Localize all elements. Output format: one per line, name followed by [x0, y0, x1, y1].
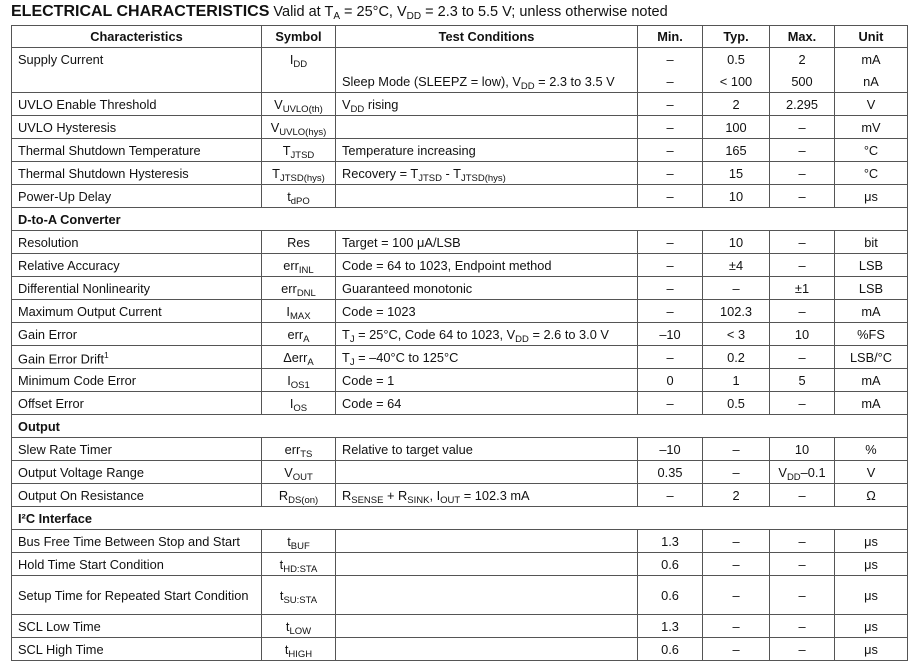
min-cell: –: [638, 139, 703, 162]
test-condition-cell: [336, 553, 638, 576]
unit-cell: mA: [835, 48, 908, 71]
min-cell: –: [638, 70, 703, 93]
characteristic-cell: [12, 576, 262, 615]
typ-cell: 10: [703, 231, 770, 254]
unit-cell: μs: [835, 615, 908, 638]
typ-cell: 102.3: [703, 300, 770, 323]
symbol-cell: $t_{SU:STA}$: [262, 576, 336, 615]
characteristic-name: SCL Low Time: [18, 618, 101, 634]
min-cell: –: [638, 254, 703, 277]
table-row: [12, 615, 908, 638]
characteristic-name: Differential Nonlinearity: [18, 280, 151, 296]
unit-cell: nA: [835, 70, 908, 93]
min-cell: 0.6: [638, 576, 703, 615]
max-cell: –: [770, 530, 835, 553]
characteristic-name: Slew Rate Timer: [18, 441, 112, 457]
typ-cell: –: [703, 576, 770, 615]
characteristic-name: Output On Resistance: [18, 487, 144, 503]
col-symbol-header: Symbol: [262, 26, 336, 48]
typ-cell: –: [703, 553, 770, 576]
table-row: [12, 484, 908, 507]
max-cell: 2.295: [770, 93, 835, 116]
min-cell: 0.35: [638, 461, 703, 484]
test-condition-cell: Code = 1: [336, 369, 638, 392]
section-heading: D-to-A Converter: [12, 208, 908, 231]
max-cell: –: [770, 576, 835, 615]
symbol-cell: $V_{UVLO(hys)}$: [262, 116, 336, 139]
test-condition-cell: [336, 461, 638, 484]
symbol-cell: $t_{BUF}$: [262, 530, 336, 553]
test-condition-cell: [336, 638, 638, 661]
test-condition-cell: $T_J = 25^\circ C$, Code 64 to 1023, $V_{DD} = 2.6$ to 3.0 V: [336, 323, 638, 346]
test-condition-cell: Code = 64: [336, 392, 638, 415]
test-condition-cell: Target = 100 μA/LSB: [336, 231, 638, 254]
table-row: [12, 576, 908, 615]
table-row: [12, 93, 908, 116]
symbol-cell: err$_{TS}$: [262, 438, 336, 461]
characteristic-cell: [12, 530, 262, 553]
max-cell: –: [770, 254, 835, 277]
unit-cell: °C: [835, 162, 908, 185]
symbol-cell: $t_{dPO}$: [262, 185, 336, 208]
typ-cell: 10: [703, 185, 770, 208]
characteristic-name: Gain Error: [18, 326, 78, 342]
characteristic-name: Gain Error Drift: [18, 351, 105, 367]
col-max-header: Max.: [770, 26, 835, 48]
min-cell: –: [638, 48, 703, 71]
characteristic-name: SCL High Time: [18, 641, 104, 657]
typ-cell: 0.2: [703, 346, 770, 369]
characteristic-cell: [12, 553, 262, 576]
min-cell: –: [638, 231, 703, 254]
max-cell: 2: [770, 48, 835, 71]
unit-cell: LSB: [835, 254, 908, 277]
characteristic-cell: [12, 185, 262, 208]
characteristic-cell: [12, 48, 262, 71]
unit-cell: μs: [835, 638, 908, 661]
unit-cell: mA: [835, 369, 908, 392]
characteristic-cell: [12, 461, 262, 484]
characteristic-cell: [12, 70, 262, 93]
max-cell: –: [770, 231, 835, 254]
min-cell: –: [638, 392, 703, 415]
unit-cell: mA: [835, 392, 908, 415]
characteristic-name: Output Voltage Range: [18, 464, 144, 480]
symbol-cell: $I_{OS1}$: [262, 369, 336, 392]
max-cell: 10: [770, 323, 835, 346]
characteristic-cell: [12, 231, 262, 254]
characteristic-name: Setup Time for Repeated Start Condition: [18, 587, 249, 603]
unit-cell: %: [835, 438, 908, 461]
min-cell: 1.3: [638, 615, 703, 638]
unit-cell: °C: [835, 139, 908, 162]
section-heading: I²C Interface: [12, 507, 908, 530]
table-row: [12, 139, 908, 162]
unit-cell: mA: [835, 300, 908, 323]
min-cell: –: [638, 484, 703, 507]
characteristic-name: Hold Time Start Condition: [18, 556, 164, 572]
unit-cell: Ω: [835, 484, 908, 507]
characteristic-cell: [12, 300, 262, 323]
test-condition-cell: $V_{DD}$ rising: [336, 93, 638, 116]
min-cell: 0.6: [638, 553, 703, 576]
max-cell: 500: [770, 70, 835, 93]
typ-cell: 0.5: [703, 392, 770, 415]
typ-cell: –: [703, 638, 770, 661]
max-cell: –: [770, 615, 835, 638]
test-condition-cell: Guaranteed monotonic: [336, 277, 638, 300]
title-conditions: Valid at $T_A = 25^\circ C$, $V_{DD} = 2.3$ to 5.5 V; unless otherwise noted: [273, 4, 668, 22]
max-cell: –: [770, 116, 835, 139]
max-cell: –: [770, 139, 835, 162]
test-condition-cell: Sleep Mode (SLEEPZ = low), $V_{DD} = 2.3$ to 3.5 V: [336, 70, 638, 93]
characteristic-cell: [12, 93, 262, 116]
test-condition-cell: $T_J = -40^\circ C$ to 125°C: [336, 346, 638, 369]
min-cell: –: [638, 185, 703, 208]
min-cell: –: [638, 116, 703, 139]
characteristic-cell: [12, 254, 262, 277]
typ-cell: 165: [703, 139, 770, 162]
symbol-cell: $t_{LOW}$: [262, 615, 336, 638]
test-condition-cell: [336, 185, 638, 208]
characteristic-name: Offset Error: [18, 395, 84, 411]
symbol-cell: $T_{JTSD}$: [262, 139, 336, 162]
table-row: [12, 185, 908, 208]
symbol-cell: $V_{UVLO(th)}$: [262, 93, 336, 116]
typ-cell: < 100: [703, 70, 770, 93]
characteristic-name: Power-Up Delay: [18, 188, 112, 204]
table-row: [12, 638, 908, 661]
test-condition-cell: $R_{SENSE} + R_{SINK}$, $I_{OUT} = 102.3$ mA: [336, 484, 638, 507]
symbol-cell: $t_{HIGH}$: [262, 638, 336, 661]
symbol-cell: $V_{OUT}$: [262, 461, 336, 484]
col-test-conditions-header: Test Conditions: [336, 26, 638, 48]
col-unit-header: Unit: [835, 26, 908, 48]
characteristic-cell: [12, 392, 262, 415]
unit-cell: bit: [835, 231, 908, 254]
symbol-cell: $R_{DS(on)}$: [262, 484, 336, 507]
table-row: [12, 254, 908, 277]
table-row: [12, 392, 908, 415]
title-main: ELECTRICAL CHARACTERISTICS: [11, 3, 270, 20]
characteristic-name: Relative Accuracy: [18, 257, 120, 273]
section-row: [12, 208, 908, 231]
test-condition-cell: [336, 615, 638, 638]
min-cell: 0: [638, 369, 703, 392]
section-row: [12, 507, 908, 530]
test-condition-cell: Code = 1023: [336, 300, 638, 323]
characteristic-name: Maximum Output Current: [18, 303, 162, 319]
unit-cell: V: [835, 461, 908, 484]
table-row: [12, 553, 908, 576]
min-cell: –10: [638, 323, 703, 346]
section-heading: Output: [12, 415, 908, 438]
typ-cell: –: [703, 461, 770, 484]
max-cell: –: [770, 300, 835, 323]
max-cell: –: [770, 392, 835, 415]
max-cell: –: [770, 185, 835, 208]
typ-cell: < 3: [703, 323, 770, 346]
characteristic-cell: [12, 615, 262, 638]
table-row: [12, 461, 908, 484]
min-cell: –: [638, 346, 703, 369]
max-cell: –: [770, 346, 835, 369]
max-cell: 5: [770, 369, 835, 392]
table-row: [12, 70, 908, 93]
typ-cell: 100: [703, 116, 770, 139]
max-cell: $V_{DD}-0.1$: [770, 461, 835, 484]
characteristic-cell: Gain Error Drift$^1$: [12, 346, 262, 369]
table-row: [12, 231, 908, 254]
page-title: [11, 3, 668, 21]
characteristic-name: Resolution: [18, 234, 79, 250]
min-cell: –: [638, 300, 703, 323]
symbol-cell: $T_{JTSD(hys)}$: [262, 162, 336, 185]
unit-cell: LSB/°C: [835, 346, 908, 369]
characteristic-cell: [12, 162, 262, 185]
characteristic-cell: [12, 277, 262, 300]
test-condition-cell: Relative to target value: [336, 438, 638, 461]
characteristic-name: UVLO Hysteresis: [18, 119, 117, 135]
unit-cell: mV: [835, 116, 908, 139]
min-cell: –10: [638, 438, 703, 461]
test-condition-cell: Code = 64 to 1023, Endpoint method: [336, 254, 638, 277]
symbol-cell: err$_{INL}$: [262, 254, 336, 277]
symbol-cell: $I_{MAX}$: [262, 300, 336, 323]
unit-cell: %FS: [835, 323, 908, 346]
section-row: [12, 415, 908, 438]
max-cell: ±1: [770, 277, 835, 300]
characteristic-cell: [12, 139, 262, 162]
typ-cell: 0.5: [703, 48, 770, 71]
min-cell: 1.3: [638, 530, 703, 553]
unit-cell: μs: [835, 530, 908, 553]
table-row: [12, 438, 908, 461]
min-cell: –: [638, 93, 703, 116]
typ-cell: 1: [703, 369, 770, 392]
characteristic-cell: [12, 369, 262, 392]
unit-cell: μs: [835, 553, 908, 576]
min-cell: –: [638, 277, 703, 300]
characteristic-name: UVLO Enable Threshold: [18, 96, 157, 112]
col-min-header: Min.: [638, 26, 703, 48]
table-row: [12, 530, 908, 553]
max-cell: 10: [770, 438, 835, 461]
unit-cell: V: [835, 93, 908, 116]
typ-cell: –: [703, 615, 770, 638]
table-row: [12, 369, 908, 392]
table-row: [12, 116, 908, 139]
col-characteristics-header: Characteristics: [12, 26, 262, 48]
max-cell: –: [770, 553, 835, 576]
unit-cell: μs: [835, 185, 908, 208]
table-header-row: [12, 26, 908, 48]
characteristic-cell: [12, 438, 262, 461]
max-cell: –: [770, 162, 835, 185]
col-typ-header: Typ.: [703, 26, 770, 48]
typ-cell: –: [703, 277, 770, 300]
symbol-cell: err$_A$: [262, 323, 336, 346]
min-cell: 0.6: [638, 638, 703, 661]
electrical-characteristics-table: [11, 25, 908, 661]
test-condition-cell: Recovery = $T_{JTSD} - T_{JTSD(hys)}$: [336, 162, 638, 185]
typ-cell: –: [703, 530, 770, 553]
characteristic-cell: [12, 116, 262, 139]
max-cell: –: [770, 484, 835, 507]
test-condition-cell: [336, 116, 638, 139]
test-condition-cell: [336, 576, 638, 615]
characteristic-name: Bus Free Time Between Stop and Start: [18, 533, 240, 549]
typ-cell: 15: [703, 162, 770, 185]
table-row: [12, 48, 908, 71]
symbol-cell: $I_{DD}$: [262, 48, 336, 71]
characteristic-name: Minimum Code Error: [18, 372, 137, 388]
characteristic-cell: [12, 484, 262, 507]
test-condition-cell: [336, 530, 638, 553]
unit-cell: LSB: [835, 277, 908, 300]
max-cell: –: [770, 638, 835, 661]
symbol-cell: $t_{HD:STA}$: [262, 553, 336, 576]
table-row: [12, 300, 908, 323]
typ-cell: 2: [703, 484, 770, 507]
test-condition-cell: [336, 48, 638, 71]
symbol-cell: Δerr$_A$: [262, 346, 336, 369]
characteristic-name: Supply Current: [18, 51, 104, 67]
typ-cell: 2: [703, 93, 770, 116]
test-condition-cell: Temperature increasing: [336, 139, 638, 162]
table-row: [12, 277, 908, 300]
symbol-cell: $I_{OS}$: [262, 392, 336, 415]
unit-cell: μs: [835, 576, 908, 615]
typ-cell: ±4: [703, 254, 770, 277]
characteristic-cell: [12, 638, 262, 661]
characteristic-cell: [12, 323, 262, 346]
symbol-cell: [262, 70, 336, 93]
table-row: [12, 323, 908, 346]
min-cell: –: [638, 162, 703, 185]
characteristic-name: Thermal Shutdown Hysteresis: [18, 165, 189, 181]
typ-cell: –: [703, 438, 770, 461]
table-row: [12, 162, 908, 185]
table-row: [12, 346, 908, 369]
characteristic-name: Thermal Shutdown Temperature: [18, 142, 201, 158]
symbol-cell: Res: [262, 231, 336, 254]
symbol-cell: err$_{DNL}$: [262, 277, 336, 300]
